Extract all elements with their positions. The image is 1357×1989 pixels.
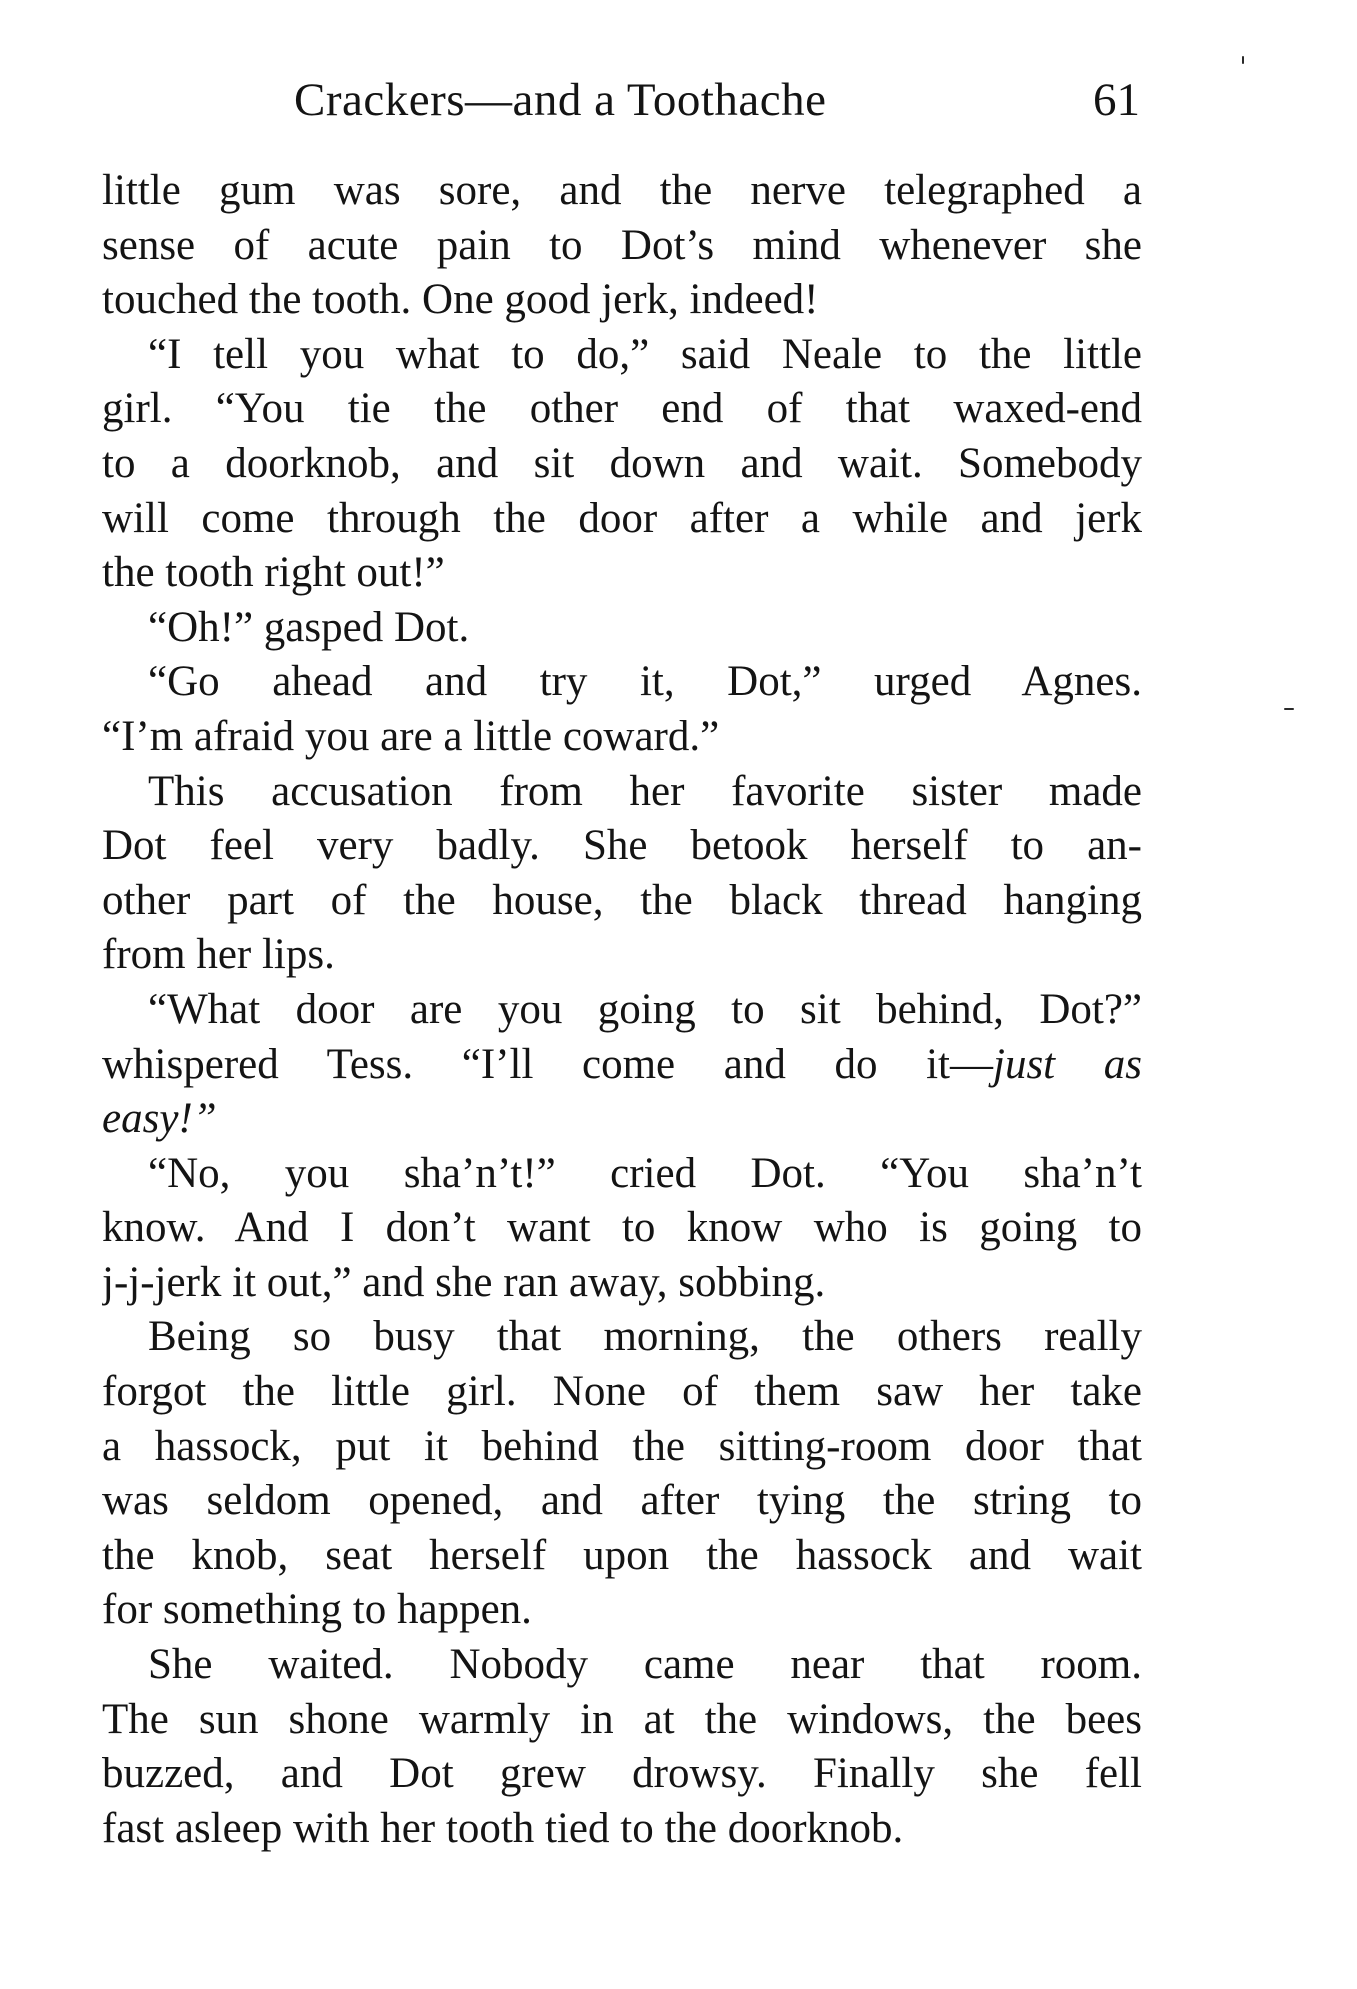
text-line-italic: just as bbox=[993, 1040, 1142, 1088]
scan-speck bbox=[1242, 56, 1244, 64]
text-line: a hassock, put it behind the sitting-room door that bbox=[102, 1422, 1142, 1470]
text-line: The sun shone warmly in at the windows, the bees bbox=[102, 1695, 1142, 1743]
text-line: “Oh!” gasped Dot. bbox=[148, 603, 470, 651]
text-line: This accusation from her favorite sister made bbox=[148, 767, 1142, 815]
text-line: easy!” bbox=[102, 1095, 217, 1143]
text-line: the tooth right out!” bbox=[102, 549, 445, 597]
text-line: was seldom opened, and after tying the string to bbox=[102, 1477, 1142, 1525]
body-text bbox=[102, 164, 1142, 1856]
text-line: know. And I don’t want to know who is going to bbox=[102, 1204, 1142, 1252]
text-line: “I’m afraid you are a little coward.” bbox=[102, 712, 720, 760]
text-line: “I tell you what to do,” said Neale to the little bbox=[148, 330, 1142, 378]
running-head bbox=[100, 70, 1140, 130]
text-line-plain: whispered Tess. “I’ll come and do it— bbox=[102, 1040, 993, 1088]
chapter-title: Crackers—and a Toothache bbox=[294, 74, 827, 126]
text-line: other part of the house, the black thread hanging bbox=[102, 876, 1142, 924]
scan-speck bbox=[1284, 708, 1294, 710]
text-line: to a doorknob, and sit down and wait. Somebody bbox=[102, 439, 1142, 487]
text-line: touched the tooth. One good jerk, indeed! bbox=[102, 276, 819, 324]
text-line: sense of acute pain to Dot’s mind whenever she bbox=[102, 221, 1142, 269]
text-line: buzzed, and Dot grew drowsy. Finally she fell bbox=[102, 1750, 1142, 1798]
text-line: from her lips. bbox=[102, 931, 335, 979]
text-line: “No, you sha’n’t!” cried Dot. “You sha’n’t bbox=[148, 1149, 1142, 1197]
text-line: the knob, seat herself upon the hassock and wait bbox=[102, 1531, 1142, 1579]
text-line: will come through the door after a while and jerk bbox=[102, 494, 1142, 542]
text-line: forgot the little girl. None of them saw her take bbox=[102, 1368, 1142, 1416]
text-line: “Go ahead and try it, Dot,” urged Agnes. bbox=[148, 658, 1142, 706]
text-line: Dot feel very badly. She betook herself to an- bbox=[102, 822, 1142, 870]
page-number: 61 bbox=[1093, 74, 1140, 126]
text-line: girl. “You tie the other end of that waxed-end bbox=[102, 385, 1142, 433]
text-line: She waited. Nobody came near that room. bbox=[148, 1641, 1142, 1689]
text-line: j-j-jerk it out,” and she ran away, sobbing. bbox=[102, 1258, 826, 1306]
text-line: “What door are you going to sit behind, Dot?” bbox=[148, 985, 1142, 1033]
text-line bbox=[102, 1038, 1142, 1093]
text-line: Being so busy that morning, the others really bbox=[148, 1313, 1142, 1361]
text-line: for something to happen. bbox=[102, 1586, 532, 1634]
text-line: little gum was sore, and the nerve telegraphed a bbox=[102, 167, 1142, 214]
text-line: fast asleep with her tooth tied to the doorknob. bbox=[102, 1804, 904, 1852]
